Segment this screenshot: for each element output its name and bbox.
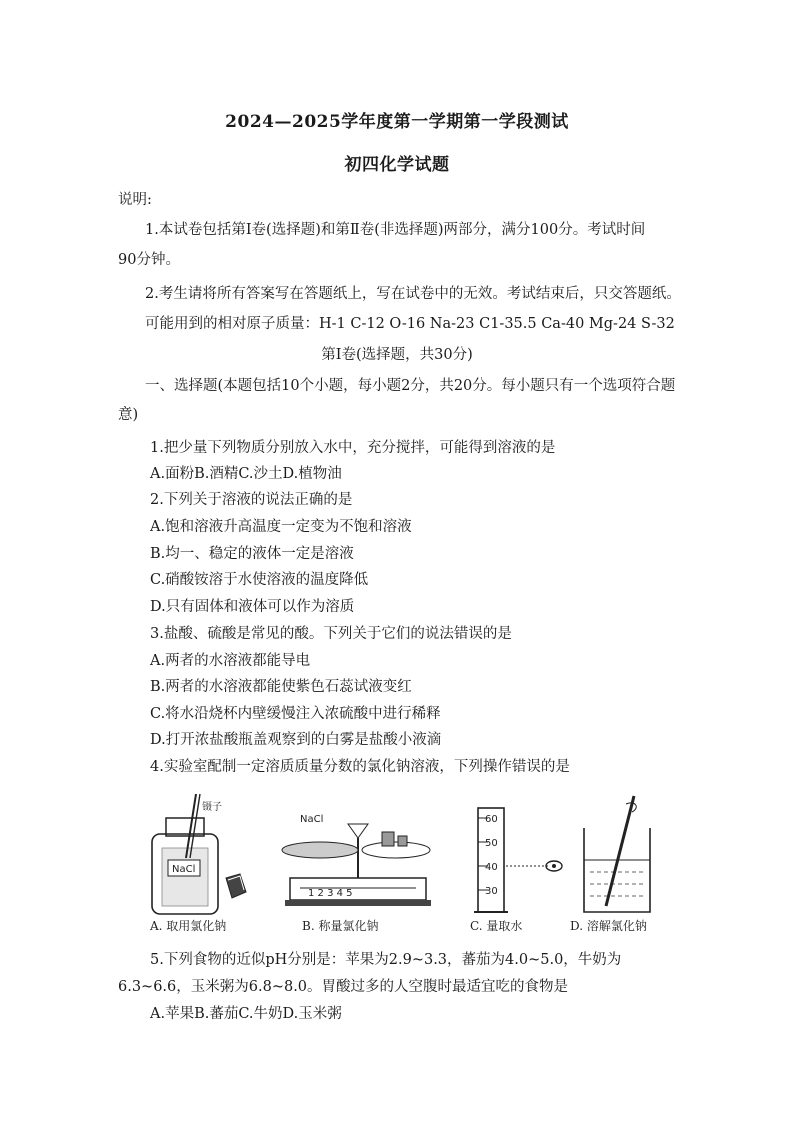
q3-option-a: A.两者的水溶液都能导电 (150, 653, 311, 669)
q5-options: A.苹果B.蕃茄C.牛奶D.玉米粥 (150, 1006, 342, 1022)
figure-c-label: C. 量取水 (470, 919, 523, 933)
note-1-line-1: 1.本试卷包括第Ⅰ卷(选择题)和第Ⅱ卷(非选择题)两部分，满分100分。考试时间 (145, 222, 646, 238)
cylinder-40: 40 (485, 862, 498, 873)
section-1-line-2: 意) (118, 407, 139, 423)
figure-d-beaker (584, 796, 650, 912)
q2-stem: 2.下列关于溶液的说法正确的是 (150, 492, 353, 508)
q2-option-c: C.硝酸铵溶于水使溶液的温度降低 (150, 572, 369, 588)
q4-figure (140, 788, 660, 938)
q3-option-c: C.将水沿烧杯内壁缓慢注入浓硫酸中进行稀释 (150, 706, 441, 722)
section-1-line-1: 一、选择题(本题包括10个小题，每小题2分，共20分。每小题只有一个选项符合题 (145, 378, 676, 394)
tweezers-label: 镊子 (202, 802, 222, 813)
exam-title: 2024—2025学年度第一学期第一学段测试 (225, 112, 569, 132)
cylinder-30: 30 (485, 886, 498, 897)
note-2: 2.考生请将所有答案写在答题纸上，写在试卷中的无效。考试结束后，只交答题纸。 (145, 286, 681, 302)
cylinder-60: 60 (485, 814, 498, 825)
bottle-label: NaCl (172, 864, 196, 875)
q1-stem: 1.把少量下列物质分别放入水中，充分搅拌，可能得到溶液的是 (150, 440, 556, 456)
figure-b-label: B. 称量氯化钠 (302, 919, 379, 933)
figure-a-bottle (152, 794, 246, 914)
q2-option-b: B.均一、稳定的液体一定是溶液 (150, 546, 354, 562)
figure-b-balance (282, 814, 431, 906)
figure-a-label: A. 取用氯化钠 (150, 919, 227, 933)
q1-options: A.面粉B.酒精C.沙土D.植物油 (150, 466, 342, 482)
notes-label: 说明: (118, 192, 152, 208)
q5-line-1: 5.下列食物的近似pH分别是：苹果为2.9~3.3，蕃茄为4.0~5.0，牛奶为 (150, 952, 622, 968)
q3-option-b: B.两者的水溶液都能使紫色石蕊试液变红 (150, 679, 412, 695)
part1-heading: 第Ⅰ卷(选择题，共30分) (321, 347, 473, 363)
q3-option-d: D.打开浓盐酸瓶盖观察到的白雾是盐酸小液滴 (150, 732, 442, 748)
q2-option-d: D.只有固体和液体可以作为溶质 (150, 599, 355, 615)
note-1-line-2: 90分钟。 (118, 252, 180, 268)
balance-label: NaCl (300, 814, 324, 825)
q2-option-a: A.饱和溶液升高温度一定变为不饱和溶液 (150, 519, 412, 535)
q5-line-2: 6.3~6.6，玉米粥为6.8~8.0。胃酸过多的人空腹时最适宜吃的食物是 (118, 979, 569, 995)
figure-d-label: D. 溶解氯化钠 (570, 919, 647, 933)
figure-c-cylinder (474, 808, 562, 912)
exam-subtitle: 初四化学试题 (344, 155, 450, 175)
svg-text:1 2 3 4 5: 1 2 3 4 5 (308, 888, 353, 899)
atomic-masses: 可能用到的相对原子质量：H-1 C-12 O-16 Na-23 C1-35.5 Ca-40 Mg-24 S-32 (145, 316, 675, 332)
q4-stem: 4.实验室配制一定溶质质量分数的氯化钠溶液，下列操作错误的是 (150, 759, 570, 775)
q3-stem: 3.盐酸、硫酸是常见的酸。下列关于它们的说法错误的是 (150, 626, 512, 642)
cylinder-50: 50 (485, 838, 498, 849)
